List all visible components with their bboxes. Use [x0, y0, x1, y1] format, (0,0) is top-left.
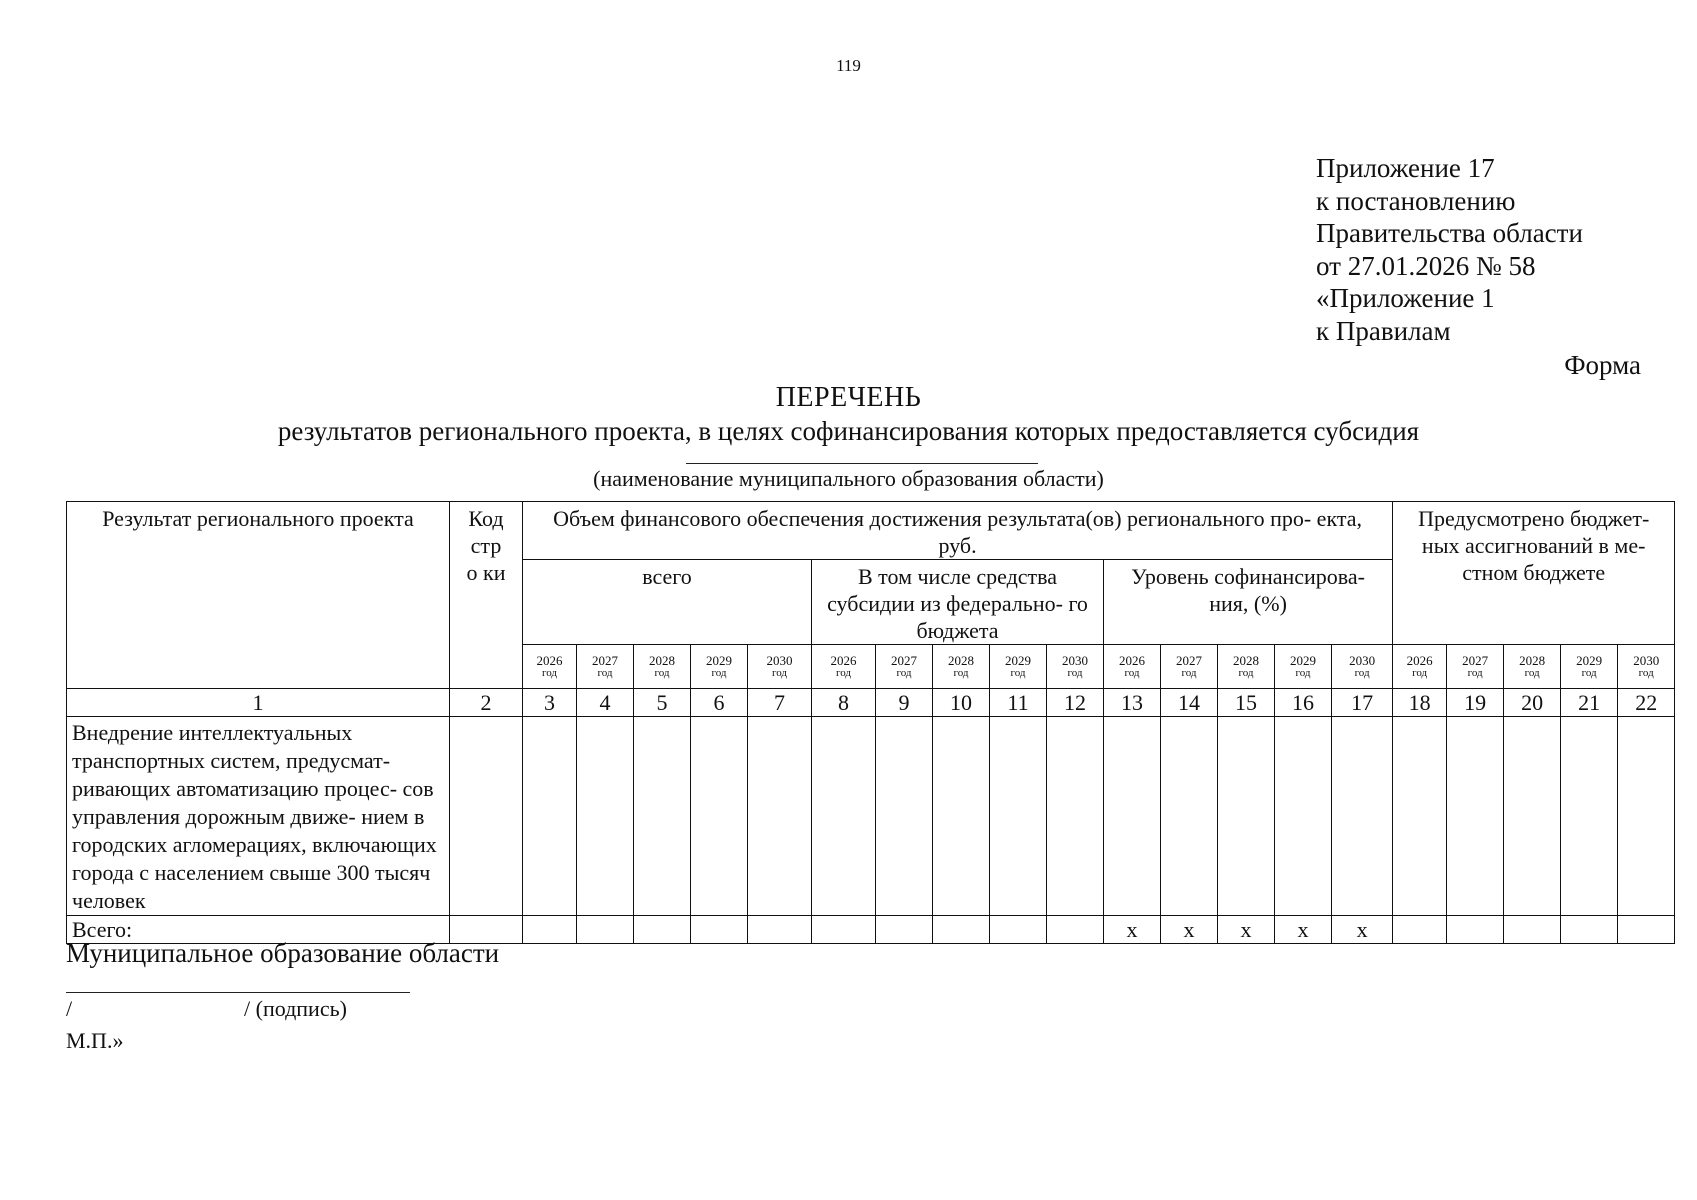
- total-marker: х: [1161, 916, 1218, 944]
- column-number: 1: [67, 689, 450, 717]
- document-subtitle: результатов регионального проекта, в целях софинансирования которых предоставляется субсидия: [277, 416, 1420, 446]
- column-number: 2: [450, 689, 523, 717]
- column-number: 6: [691, 689, 748, 717]
- total-cell: [1504, 916, 1561, 944]
- header-code: [450, 502, 523, 689]
- total-cell: [748, 916, 812, 944]
- total-cell: [1393, 916, 1447, 944]
- signature-caption: / (подпись): [244, 996, 347, 1021]
- header-cofinancing: Уровень софинансирова- ния, (%): [1104, 560, 1393, 645]
- column-number: 17: [1332, 689, 1393, 717]
- total-marker: х: [1275, 916, 1332, 944]
- column-number: 22: [1618, 689, 1675, 717]
- year-cell: 2027 год: [577, 645, 634, 689]
- data-cell: [748, 717, 812, 916]
- results-table: [66, 501, 1675, 944]
- data-cell: [1161, 717, 1218, 916]
- column-number: 7: [748, 689, 812, 717]
- total-marker: х: [1218, 916, 1275, 944]
- footer-municipality: Муниципальное образование области: [66, 938, 500, 968]
- column-number: 13: [1104, 689, 1161, 717]
- data-cell: [1561, 717, 1618, 916]
- column-number: 21: [1561, 689, 1618, 717]
- data-cell: [1332, 717, 1393, 916]
- total-cell: [1447, 916, 1504, 944]
- form-label: Форма: [1564, 350, 1641, 380]
- year-cell: 2026 год: [1104, 645, 1161, 689]
- year-cell: 2030 год: [748, 645, 812, 689]
- appendix-line: Приложение 17: [1316, 153, 1495, 183]
- data-cell: [876, 717, 933, 916]
- column-number: 10: [933, 689, 990, 717]
- year-cell: 2028 год: [1504, 645, 1561, 689]
- column-number: 12: [1047, 689, 1104, 717]
- stamp-label: М.П.»: [66, 1028, 124, 1053]
- column-number: 5: [634, 689, 691, 717]
- total-cell: [933, 916, 990, 944]
- total-cell: [577, 916, 634, 944]
- total-cell: [812, 916, 876, 944]
- appendix-line: Правительства области: [1316, 218, 1583, 248]
- column-number: 16: [1275, 689, 1332, 717]
- year-cell: 2028 год: [634, 645, 691, 689]
- total-cell: [990, 916, 1047, 944]
- header-result: Результат регионального проекта: [67, 502, 450, 689]
- year-cell: 2026 год: [812, 645, 876, 689]
- total-cell: [523, 916, 577, 944]
- data-cell: [523, 717, 577, 916]
- page-number: 119: [836, 56, 861, 75]
- column-number: 20: [1504, 689, 1561, 717]
- year-cell: 2030 год: [1618, 645, 1675, 689]
- column-number: 14: [1161, 689, 1218, 717]
- appendix-line: к Правилам: [1316, 315, 1451, 346]
- signature-line: [66, 992, 410, 993]
- document-title: ПЕРЕЧЕНЬ: [775, 382, 922, 413]
- data-cell: [691, 717, 748, 916]
- data-cell: [634, 717, 691, 916]
- total-cell: [691, 916, 748, 944]
- header-total: всего: [523, 560, 812, 645]
- appendix-block: [1316, 152, 1583, 347]
- municipality-caption: (наименование муниципального образования области): [593, 466, 1104, 491]
- data-cell: [1447, 717, 1504, 916]
- year-cell: 2029 год: [1561, 645, 1618, 689]
- year-cell: 2029 год: [691, 645, 748, 689]
- column-number: 15: [1218, 689, 1275, 717]
- year-cell: 2029 год: [1275, 645, 1332, 689]
- data-cell: [577, 717, 634, 916]
- appendix-line: к постановлению: [1316, 185, 1516, 216]
- year-cell: 2026 год: [523, 645, 577, 689]
- data-cell: [933, 717, 990, 916]
- year-cell: 2030 год: [1332, 645, 1393, 689]
- column-number: 9: [876, 689, 933, 717]
- total-cell: [876, 916, 933, 944]
- year-cell: 2027 год: [1447, 645, 1504, 689]
- header-local-budget: Предусмотрено бюджет- ных ассигнований в ме- стном бюджете: [1393, 502, 1675, 645]
- appendix-line: от 27.01.2026 № 58: [1316, 250, 1536, 281]
- data-cell: [450, 717, 523, 916]
- data-cell: [1275, 717, 1332, 916]
- column-number: 11: [990, 689, 1047, 717]
- year-cell: 2029 год: [990, 645, 1047, 689]
- data-cell: [1393, 717, 1447, 916]
- year-cell: 2027 год: [1161, 645, 1218, 689]
- year-cell: 2026 год: [1393, 645, 1447, 689]
- column-number: 3: [523, 689, 577, 717]
- total-marker: х: [1104, 916, 1161, 944]
- header-code-text: Код стро ки: [466, 506, 506, 585]
- data-cell: [1504, 717, 1561, 916]
- municipality-name-line: [686, 463, 1038, 464]
- data-cell: [1218, 717, 1275, 916]
- column-number: 19: [1447, 689, 1504, 717]
- year-cell: 2027 год: [876, 645, 933, 689]
- year-cell: 2030 год: [1047, 645, 1104, 689]
- data-cell: [812, 717, 876, 916]
- data-cell: [1618, 717, 1675, 916]
- total-cell: [1618, 916, 1675, 944]
- appendix-line: «Приложение 1: [1316, 283, 1495, 313]
- data-cell: [1104, 717, 1161, 916]
- column-number: 18: [1393, 689, 1447, 717]
- header-funding: Объем финансового обеспечения достижения результата(ов) регионального про- екта, руб.: [523, 502, 1393, 560]
- column-number: 4: [577, 689, 634, 717]
- data-cell: [990, 717, 1047, 916]
- total-marker: х: [1332, 916, 1393, 944]
- year-cell: 2028 год: [1218, 645, 1275, 689]
- total-cell: [634, 916, 691, 944]
- data-cell: [1047, 717, 1104, 916]
- signature-slash: /: [66, 996, 73, 1021]
- total-cell: [1047, 916, 1104, 944]
- total-cell: [1561, 916, 1618, 944]
- header-federal: В том числе средства субсидии из федерально- го бюджета: [812, 560, 1104, 645]
- year-cell: 2028 год: [933, 645, 990, 689]
- total-label: Всего:: [67, 916, 450, 944]
- result-description: Внедрение интеллектуальных транспортных систем, предусмат- ривающих автоматизацию процес- сов управления дорожным движе- нием в городских агломерациях, включающих города с населением свыше 300 тысяч человек: [67, 717, 450, 916]
- column-number: 8: [812, 689, 876, 717]
